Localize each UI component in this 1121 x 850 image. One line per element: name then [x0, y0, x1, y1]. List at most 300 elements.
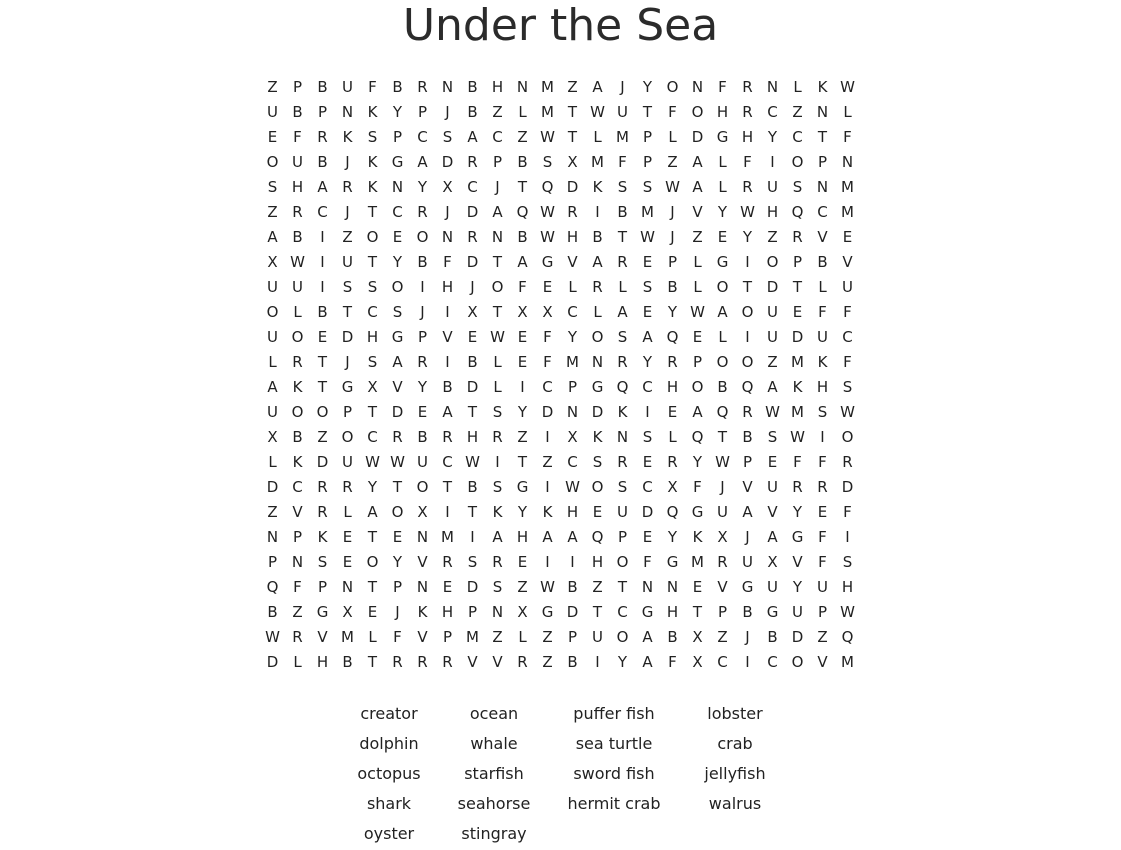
grid-letter: F [818, 453, 827, 471]
grid-letter: G [716, 128, 729, 146]
grid-letter: M [841, 203, 854, 221]
grid-letter: R [392, 653, 403, 671]
grid-letter: Y [767, 128, 778, 146]
grid-letter: H [841, 578, 854, 596]
grid-letter: S [642, 428, 653, 446]
grid-letter: B [467, 478, 478, 496]
grid-letter: T [567, 128, 578, 146]
grid-row [260, 325, 860, 350]
grid-letter: R [792, 478, 803, 496]
grid-letter: T [617, 228, 628, 246]
grid-letter: R [742, 103, 753, 121]
grid-letter: C [567, 453, 578, 471]
grid-letter: A [367, 503, 378, 521]
grid-letter: R [517, 653, 528, 671]
grid-letter: T [617, 578, 628, 596]
grid-letter: I [545, 428, 550, 446]
grid-letter: X [667, 478, 678, 496]
grid-letter: B [742, 603, 753, 621]
grid-letter: Q [791, 203, 804, 221]
grid-letter: R [417, 353, 428, 371]
grid-letter: G [591, 378, 604, 396]
word-list-item: oyster [363, 824, 415, 843]
grid-letter: F [518, 278, 527, 296]
grid-letter: M [441, 528, 454, 546]
grid-letter: D [266, 653, 279, 671]
grid-letter: D [441, 153, 454, 171]
grid-letter: F [818, 528, 827, 546]
grid-letter: B [417, 253, 428, 271]
grid-letter: J [345, 353, 350, 371]
grid-letter: M [541, 103, 554, 121]
grid-letter: O [691, 378, 704, 396]
grid-letter: I [320, 253, 325, 271]
grid-letter: A [642, 653, 653, 671]
grid-letter: Z [667, 153, 678, 171]
grid-letter: T [367, 253, 378, 271]
grid-letter: I [745, 253, 750, 271]
grid-letter: X [567, 428, 578, 446]
word-list-item: walrus [708, 794, 762, 813]
grid-letter: W [790, 428, 805, 446]
grid-letter: T [342, 303, 353, 321]
grid-letter: F [818, 303, 827, 321]
grid-letter: L [718, 153, 727, 171]
grid-letter: F [818, 553, 827, 571]
grid-letter: P [417, 328, 428, 346]
word-list-item: octopus [357, 764, 421, 783]
grid-letter: T [567, 103, 578, 121]
grid-letter: T [642, 103, 653, 121]
grid-letter: L [493, 353, 502, 371]
grid-letter: T [317, 353, 328, 371]
grid-letter: B [292, 103, 303, 121]
grid-row [260, 225, 860, 250]
letter-grid [260, 75, 860, 675]
grid-letter: G [316, 603, 329, 621]
grid-letter: W [465, 453, 480, 471]
grid-letter: R [617, 453, 628, 471]
grid-letter: R [417, 78, 428, 96]
grid-letter: B [667, 278, 678, 296]
grid-letter: U [417, 453, 428, 471]
grid-letter: P [317, 103, 328, 121]
grid-letter: X [267, 428, 278, 446]
grid-letter: P [792, 253, 803, 271]
grid-letter: P [267, 553, 278, 571]
word-list-item: hermit crab [567, 794, 661, 813]
grid-letter: B [517, 228, 528, 246]
grid-letter: X [692, 653, 703, 671]
grid-letter: R [742, 403, 753, 421]
word-list-item: seahorse [457, 794, 531, 813]
grid-letter: A [417, 153, 428, 171]
grid-letter: E [342, 553, 353, 571]
grid-letter: N [566, 403, 579, 421]
grid-row [260, 200, 860, 225]
grid-letter: N [391, 178, 404, 196]
grid-letter: L [293, 653, 302, 671]
grid-letter: B [267, 603, 278, 621]
grid-letter: I [820, 428, 825, 446]
grid-letter: N [816, 103, 829, 121]
grid-row [260, 250, 860, 275]
grid-letter: C [442, 453, 453, 471]
grid-letter: E [667, 403, 678, 421]
grid-letter: D [391, 403, 404, 421]
grid-letter: A [592, 78, 603, 96]
grid-letter: R [392, 428, 403, 446]
grid-letter: I [520, 378, 525, 396]
grid-letter: Q [516, 203, 529, 221]
grid-letter: E [767, 453, 778, 471]
grid-letter: E [517, 328, 528, 346]
grid-letter: P [567, 378, 578, 396]
grid-letter: B [567, 578, 578, 596]
grid-letter: J [420, 303, 425, 321]
grid-letter: R [417, 203, 428, 221]
grid-letter: C [367, 303, 378, 321]
grid-letter: R [342, 178, 353, 196]
grid-letter: Z [792, 103, 803, 121]
grid-letter: G [666, 553, 679, 571]
grid-letter: P [567, 628, 578, 646]
grid-letter: S [592, 453, 603, 471]
grid-letter: K [542, 503, 553, 521]
grid-letter: E [842, 228, 853, 246]
grid-letter: B [817, 253, 828, 271]
grid-letter: E [642, 453, 653, 471]
grid-letter: L [843, 103, 852, 121]
grid-letter: K [817, 353, 828, 371]
grid-letter: I [745, 653, 750, 671]
grid-letter: A [567, 528, 578, 546]
grid-letter: K [692, 528, 703, 546]
grid-letter: U [617, 503, 628, 521]
grid-letter: B [417, 428, 428, 446]
grid-letter: R [842, 453, 853, 471]
grid-letter: P [742, 453, 753, 471]
grid-letter: B [667, 628, 678, 646]
grid-letter: G [391, 328, 404, 346]
grid-letter: F [293, 128, 302, 146]
grid-letter: O [616, 628, 629, 646]
grid-letter: L [268, 453, 277, 471]
grid-letter: O [791, 653, 804, 671]
grid-letter: S [642, 178, 653, 196]
grid-row [260, 475, 860, 500]
grid-letter: U [342, 78, 353, 96]
grid-letter: P [642, 153, 653, 171]
grid-letter: F [443, 253, 452, 271]
grid-letter: H [666, 603, 679, 621]
grid-letter: V [792, 553, 803, 571]
grid-letter: A [692, 178, 703, 196]
grid-letter: U [767, 478, 778, 496]
grid-letter: R [467, 228, 478, 246]
grid-letter: Z [517, 128, 528, 146]
grid-letter: A [692, 153, 703, 171]
grid-letter: G [541, 603, 554, 621]
grid-letter: A [717, 303, 728, 321]
grid-letter: S [442, 128, 453, 146]
grid-letter: I [495, 453, 500, 471]
grid-letter: D [266, 478, 279, 496]
grid-letter: L [568, 278, 577, 296]
grid-letter: D [341, 328, 354, 346]
grid-letter: Q [666, 328, 679, 346]
word-list-item: ocean [469, 704, 519, 723]
grid-letter: I [645, 403, 650, 421]
grid-letter: T [367, 203, 378, 221]
grid-letter: G [791, 528, 804, 546]
grid-letter: O [291, 403, 304, 421]
grid-letter: L [793, 78, 802, 96]
grid-letter: M [541, 78, 554, 96]
grid-letter: H [291, 178, 304, 196]
grid-letter: C [767, 103, 778, 121]
grid-letter: A [617, 303, 628, 321]
grid-letter: V [317, 628, 328, 646]
grid-letter: S [842, 378, 853, 396]
grid-letter: F [793, 453, 802, 471]
grid-letter: Z [342, 228, 353, 246]
grid-letter: M [791, 353, 804, 371]
grid-letter: E [517, 353, 528, 371]
word-list-item: crab [717, 734, 753, 753]
grid-letter: Q [741, 378, 754, 396]
grid-letter: Z [767, 353, 778, 371]
grid-letter: L [593, 303, 602, 321]
grid-letter: A [492, 203, 503, 221]
grid-letter: O [841, 428, 854, 446]
grid-letter: V [842, 253, 853, 271]
grid-letter: T [467, 503, 478, 521]
grid-letter: W [690, 303, 705, 321]
grid-letter: O [591, 328, 604, 346]
grid-letter: U [592, 628, 603, 646]
grid-letter: J [620, 78, 625, 96]
grid-letter: T [367, 528, 378, 546]
grid-letter: F [393, 628, 402, 646]
grid-letter: E [367, 603, 378, 621]
grid-letter: G [716, 253, 729, 271]
grid-letter: N [641, 578, 654, 596]
grid-letter: S [467, 553, 478, 571]
grid-letter: L [518, 103, 527, 121]
grid-letter: B [517, 153, 528, 171]
grid-letter: J [445, 103, 450, 121]
grid-letter: D [841, 478, 854, 496]
word-list-item: stingray [461, 824, 527, 843]
grid-letter: R [292, 203, 303, 221]
grid-letter: Z [817, 628, 828, 646]
grid-letter: Z [517, 578, 528, 596]
grid-letter: Q [691, 428, 704, 446]
grid-letter: W [390, 453, 405, 471]
grid-letter: R [742, 178, 753, 196]
grid-letter: K [367, 178, 378, 196]
grid-letter: K [492, 503, 503, 521]
grid-row [260, 575, 860, 600]
grid-letter: O [791, 153, 804, 171]
grid-letter: G [516, 478, 529, 496]
grid-letter: O [266, 153, 279, 171]
grid-letter: J [445, 203, 450, 221]
grid-letter: F [643, 553, 652, 571]
grid-letter: B [442, 378, 453, 396]
grid-letter: N [416, 528, 429, 546]
grid-letter: Y [417, 378, 428, 396]
grid-letter: O [316, 403, 329, 421]
grid-letter: Y [692, 453, 703, 471]
grid-row [260, 425, 860, 450]
grid-letter: Y [792, 578, 803, 596]
grid-letter: T [392, 478, 403, 496]
grid-letter: T [442, 478, 453, 496]
grid-letter: X [467, 303, 478, 321]
grid-row [260, 275, 860, 300]
grid-letter: E [642, 528, 653, 546]
grid-letter: L [693, 253, 702, 271]
grid-letter: N [416, 578, 429, 596]
page-title: Under the Sea [402, 0, 719, 51]
grid-letter: I [420, 278, 425, 296]
grid-letter: B [467, 78, 478, 96]
grid-letter: D [466, 253, 479, 271]
grid-letter: Q [841, 628, 854, 646]
grid-letter: L [293, 303, 302, 321]
grid-letter: K [417, 603, 428, 621]
grid-letter: B [592, 228, 603, 246]
grid-row [260, 650, 860, 675]
grid-letter: H [666, 378, 679, 396]
grid-letter: U [817, 328, 828, 346]
grid-letter: W [665, 178, 680, 196]
word-list-item: dolphin [359, 734, 419, 753]
grid-letter: F [843, 353, 852, 371]
grid-letter: D [466, 578, 479, 596]
grid-letter: P [342, 403, 353, 421]
grid-letter: U [817, 578, 828, 596]
grid-letter: O [716, 278, 729, 296]
grid-letter: O [416, 478, 429, 496]
grid-letter: Y [367, 478, 378, 496]
grid-letter: K [817, 78, 828, 96]
grid-row [260, 75, 860, 100]
grid-letter: L [668, 428, 677, 446]
grid-letter: N [591, 353, 604, 371]
grid-letter: M [841, 178, 854, 196]
grid-letter: T [792, 278, 803, 296]
grid-letter: W [840, 603, 855, 621]
grid-letter: S [817, 403, 828, 421]
grid-letter: J [670, 203, 675, 221]
grid-letter: E [692, 328, 703, 346]
grid-letter: A [317, 178, 328, 196]
grid-letter: K [792, 378, 803, 396]
grid-letter: P [442, 628, 453, 646]
grid-letter: Y [742, 228, 753, 246]
grid-letter: F [543, 328, 552, 346]
grid-letter: A [267, 378, 278, 396]
grid-letter: B [292, 228, 303, 246]
grid-letter: I [545, 478, 550, 496]
grid-letter: E [317, 328, 328, 346]
grid-letter: V [392, 378, 403, 396]
grid-row [260, 525, 860, 550]
grid-letter: B [317, 303, 328, 321]
grid-letter: X [367, 378, 378, 396]
grid-letter: D [791, 628, 804, 646]
grid-letter: T [517, 453, 528, 471]
grid-letter: F [693, 478, 702, 496]
grid-letter: L [668, 128, 677, 146]
grid-row [260, 625, 860, 650]
grid-letter: L [618, 278, 627, 296]
grid-letter: B [342, 653, 353, 671]
grid-letter: N [766, 78, 779, 96]
grid-letter: I [445, 503, 450, 521]
grid-letter: K [342, 128, 353, 146]
grid-letter: P [617, 528, 628, 546]
grid-letter: X [517, 603, 528, 621]
grid-letter: N [816, 178, 829, 196]
grid-letter: L [693, 278, 702, 296]
grid-row [260, 450, 860, 475]
grid-letter: W [365, 453, 380, 471]
grid-letter: W [590, 103, 605, 121]
grid-letter: H [466, 428, 479, 446]
grid-letter: A [767, 378, 778, 396]
grid-letter: O [691, 103, 704, 121]
grid-letter: T [367, 578, 378, 596]
grid-letter: V [767, 503, 778, 521]
grid-letter: J [745, 528, 750, 546]
grid-letter: S [492, 578, 503, 596]
grid-letter: X [692, 628, 703, 646]
grid-letter: K [292, 453, 303, 471]
grid-letter: U [767, 328, 778, 346]
word-list-item: creator [360, 704, 418, 723]
grid-letter: G [766, 603, 779, 621]
grid-letter: T [492, 253, 503, 271]
grid-letter: M [791, 403, 804, 421]
grid-letter: N [516, 78, 529, 96]
grid-row [260, 375, 860, 400]
grid-letter: E [417, 403, 428, 421]
grid-letter: P [692, 353, 703, 371]
grid-letter: W [265, 628, 280, 646]
grid-letter: T [367, 653, 378, 671]
grid-letter: N [691, 78, 704, 96]
grid-letter: S [317, 553, 328, 571]
grid-letter: R [317, 128, 328, 146]
grid-letter: U [292, 278, 303, 296]
grid-row [260, 150, 860, 175]
grid-letter: U [767, 578, 778, 596]
grid-row [260, 125, 860, 150]
grid-row [260, 600, 860, 625]
grid-letter: X [567, 153, 578, 171]
grid-letter: W [540, 203, 555, 221]
grid-letter: Z [492, 103, 503, 121]
grid-letter: N [491, 228, 504, 246]
grid-letter: K [317, 528, 328, 546]
grid-letter: Y [792, 503, 803, 521]
grid-letter: O [741, 353, 754, 371]
grid-letter: W [565, 478, 580, 496]
